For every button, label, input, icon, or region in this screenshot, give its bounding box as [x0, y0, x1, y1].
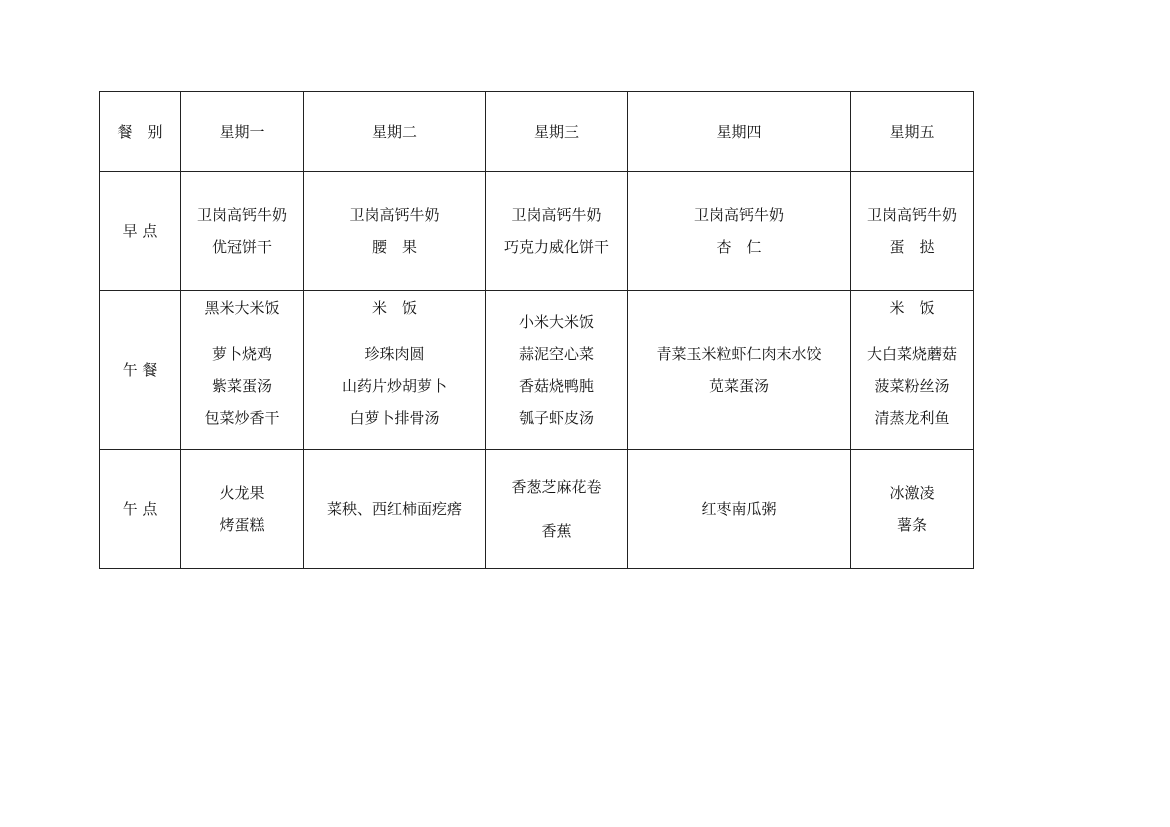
menu-item: 腰 果 [371, 238, 417, 256]
menu-item: 香菇烧鸭肫 [518, 377, 594, 395]
snack-wed [486, 450, 628, 569]
menu-item: 优冠饼干 [211, 238, 272, 256]
menu-item: 杏 仁 [716, 238, 762, 256]
menu-item: 卫岗高钙牛奶 [693, 206, 784, 224]
menu-item: 苋菜蛋汤 [708, 377, 769, 395]
day-header-fri [851, 92, 974, 172]
breakfast-thu [628, 172, 851, 291]
menu-item: 红枣南瓜粥 [701, 500, 777, 518]
snack-label-cell [100, 450, 181, 569]
breakfast-wed [486, 172, 628, 291]
menu-item: 冰激凌 [889, 484, 935, 502]
breakfast-tue [304, 172, 486, 291]
lunch-row [100, 291, 974, 450]
menu-item: 蛋 挞 [889, 238, 935, 256]
snack-row [100, 450, 974, 569]
breakfast-fri [851, 172, 974, 291]
snack-fri [851, 450, 974, 569]
snack-mon [181, 450, 304, 569]
menu-item: 卫岗高钙牛奶 [866, 206, 957, 224]
menu-item: 青菜玉米粒虾仁肉末水饺 [656, 345, 822, 363]
menu-item: 米 饭 [889, 299, 935, 317]
day-label: 星期五 [889, 122, 935, 141]
menu-item: 蒜泥空心菜 [518, 345, 594, 363]
lunch-label-cell [100, 291, 181, 450]
weekly-menu-table [99, 91, 974, 569]
menu-item: 白萝卜排骨汤 [349, 409, 440, 427]
menu-item: 黑米大米饭 [204, 299, 280, 317]
menu-item: 山药片炒胡萝卜 [341, 377, 447, 395]
menu-item: 薯条 [896, 516, 927, 534]
menu-item: 清蒸龙利鱼 [874, 409, 950, 427]
meal-header-cell [100, 92, 181, 172]
lunch-thu [628, 291, 851, 450]
menu-item: 紫菜蛋汤 [211, 377, 272, 395]
menu-item: 火龙果 [219, 484, 265, 502]
row-label: 午 点 [122, 500, 158, 518]
day-header-thu [628, 92, 851, 172]
menu-item: 瓠子虾皮汤 [518, 409, 594, 427]
day-label: 星期四 [716, 122, 762, 141]
header-row [100, 92, 974, 172]
menu-item: 萝卜烧鸡 [211, 345, 272, 363]
day-label: 星期一 [219, 122, 265, 141]
lunch-mon [181, 291, 304, 450]
day-label: 星期二 [371, 122, 417, 141]
row-label: 午 餐 [122, 361, 158, 379]
menu-item: 珍珠肉圆 [364, 345, 425, 363]
menu-item: 大白菜烧蘑菇 [866, 345, 957, 363]
menu-item: 包菜炒香干 [204, 409, 280, 427]
row-label: 早 点 [122, 222, 158, 240]
menu-item: 菜秧、西红柿面疙瘩 [326, 500, 462, 518]
menu-item: 菠菜粉丝汤 [874, 377, 950, 395]
day-header-mon [181, 92, 304, 172]
breakfast-row [100, 172, 974, 291]
snack-tue [304, 450, 486, 569]
lunch-fri [851, 291, 974, 450]
meal-header-label: 餐 别 [117, 122, 163, 141]
menu-item: 卫岗高钙牛奶 [349, 206, 440, 224]
snack-thu [628, 450, 851, 569]
menu-item: 米 饭 [371, 299, 417, 317]
breakfast-mon [181, 172, 304, 291]
menu-item: 卫岗高钙牛奶 [196, 206, 287, 224]
menu-item: 巧克力威化饼干 [503, 238, 609, 256]
lunch-tue [304, 291, 486, 450]
breakfast-label-cell [100, 172, 181, 291]
menu-item: 卫岗高钙牛奶 [511, 206, 602, 224]
menu-item: 小米大米饭 [518, 313, 594, 331]
menu-item: 烤蛋糕 [219, 516, 265, 534]
day-header-wed [486, 92, 628, 172]
menu-item: 香蕉 [541, 522, 572, 540]
lunch-wed [486, 291, 628, 450]
day-label: 星期三 [533, 122, 579, 141]
day-header-tue [304, 92, 486, 172]
menu-item: 香葱芝麻花卷 [511, 478, 602, 496]
